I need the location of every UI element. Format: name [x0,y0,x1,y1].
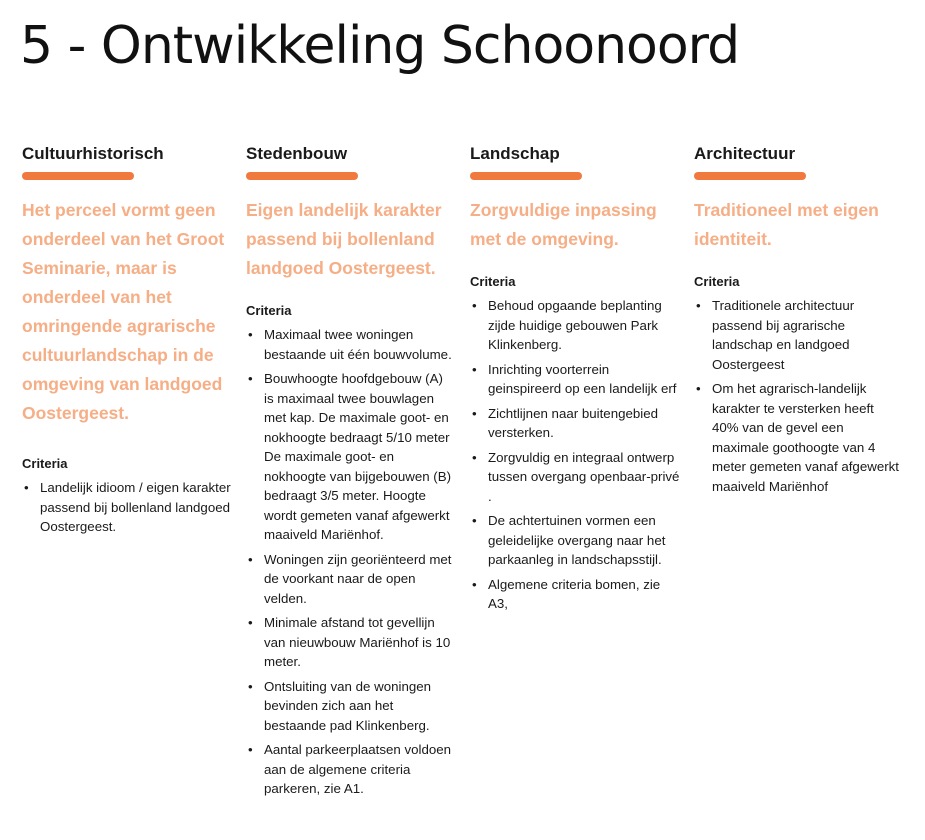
criteria-text: Minimale afstand tot gevellijn van nieuwbouw Mariënhof is 10 meter. [264,615,451,669]
column-cultuurhistorisch [22,142,232,542]
column-heading: Cultuurhistorisch [22,144,164,163]
criteria-list [694,296,904,496]
heading-accent-bar [246,172,358,180]
criteria-item [246,369,456,545]
column-stedenbouw [246,142,456,804]
criteria-item [22,478,232,537]
column-landschap [470,142,680,619]
criteria-item [246,325,456,364]
criteria-label: Criteria [694,274,740,289]
heading-accent-bar [694,172,806,180]
criteria-text: Algemene criteria bomen, zie A3, [488,576,661,611]
criteria-text: De achtertuinen vormen een geleidelijke overgang naar het parkaanleg in landschapsstijl. [488,513,666,567]
bullet-icon: • [696,298,701,313]
criteria-text: Maximaal twee woningen bestaande uit één bouwvolume. [264,327,452,362]
criteria-item [246,550,456,609]
criteria-item [470,511,680,570]
bullet-icon: • [472,513,477,528]
criteria-item [246,677,456,736]
criteria-label: Criteria [22,456,68,471]
bullet-icon: • [472,576,477,592]
heading-accent-bar [470,172,582,180]
bullet-icon: • [248,615,253,630]
criteria-text: Bouwhoogte hoofdgebouw (A) is maximaal twee bouwlagen met kap. De maximale goot- en nokhoogte bedraagt 5/10 meter De maximale goot- en nokhoogte van bijgebouwen (B) bedraagt 3/5 meter. Hoogte wordt gemeten vanaf afgewerkt maaiveld Mariënhof. [264,371,452,542]
criteria-text: Behoud opgaande beplanting zijde huidige gebouwen Park Klinkenberg. [488,298,662,352]
bullet-icon: • [248,742,253,757]
bullet-icon: • [696,381,701,396]
criteria-text: Aantal parkeerplaatsen voldoen aan de algemene criteria parkeren, zie A1. [264,742,452,796]
bullet-icon: • [248,678,253,694]
criteria-list [470,296,680,614]
criteria-text: Inrichting voorterrein geinspireerd op een landelijk erf [488,361,677,396]
heading-accent-bar [22,172,134,180]
bullet-icon: • [248,327,253,342]
criteria-text: Zichtlijnen naar buitengebied versterken. [488,405,659,440]
bullet-icon: • [248,551,253,567]
criteria-item [470,575,680,614]
criteria-label: Criteria [470,274,516,289]
criteria-text: Ontsluiting van de woningen bevinden zich aan het bestaande pad Klinkenberg. [264,678,432,733]
column-subtitle: Zorgvuldige inpassing met de omgeving. [470,200,657,249]
column-heading: Stedenbouw [246,144,348,163]
bullet-icon: • [248,371,253,386]
page-title: 5 - Ontwikkeling Schoonoord [20,16,740,76]
bullet-icon: • [472,298,477,313]
column-architectuur [694,142,904,501]
criteria-text: Om het agrarisch-landelijk karakter te versterken heeft 40% van de gevel een maximale goothoogte van 4 meter gemeten vanaf afgewerkt maaiveld Mariënhof [712,381,899,494]
criteria-text: Zorgvuldig en integraal ontwerp tussen overgang openbaar-privé . [488,449,680,504]
criteria-list [22,478,232,537]
criteria-list [246,325,456,799]
criteria-item [694,296,904,374]
criteria-item [470,296,680,355]
column-heading: Architectuur [694,144,796,163]
bullet-icon: • [472,405,477,421]
criteria-item [470,360,680,399]
criteria-text: Traditionele architectuur passend bij agrarische landschap en landgoed Oostergeest [712,298,855,372]
bullet-icon: • [24,480,29,495]
criteria-text: Landelijk idioom / eigen karakter passend bij bollenland landgoed Oostergeest. [40,480,231,534]
column-subtitle: Het perceel vormt geen onderdeel van het Groot Seminarie, maar is onderdeel van het omringende agrarische cultuurlandschap in de omgeving van landgoed Oostergeest. [22,200,225,423]
criteria-item [470,404,680,443]
column-subtitle: Traditioneel met eigen identiteit. [694,200,879,249]
column-subtitle: Eigen landelijk karakter passend bij bollenland landgoed Oostergeest. [246,200,442,278]
bullet-icon: • [472,361,477,377]
criteria-item [246,613,456,672]
criteria-label: Criteria [246,303,292,318]
criteria-text: Woningen zijn georiënteerd met de voorkant naar de open velden. [264,551,452,606]
bullet-icon: • [472,449,477,465]
column-heading: Landschap [470,144,560,163]
criteria-item [694,379,904,496]
criteria-item [470,448,680,507]
criteria-item [246,740,456,799]
